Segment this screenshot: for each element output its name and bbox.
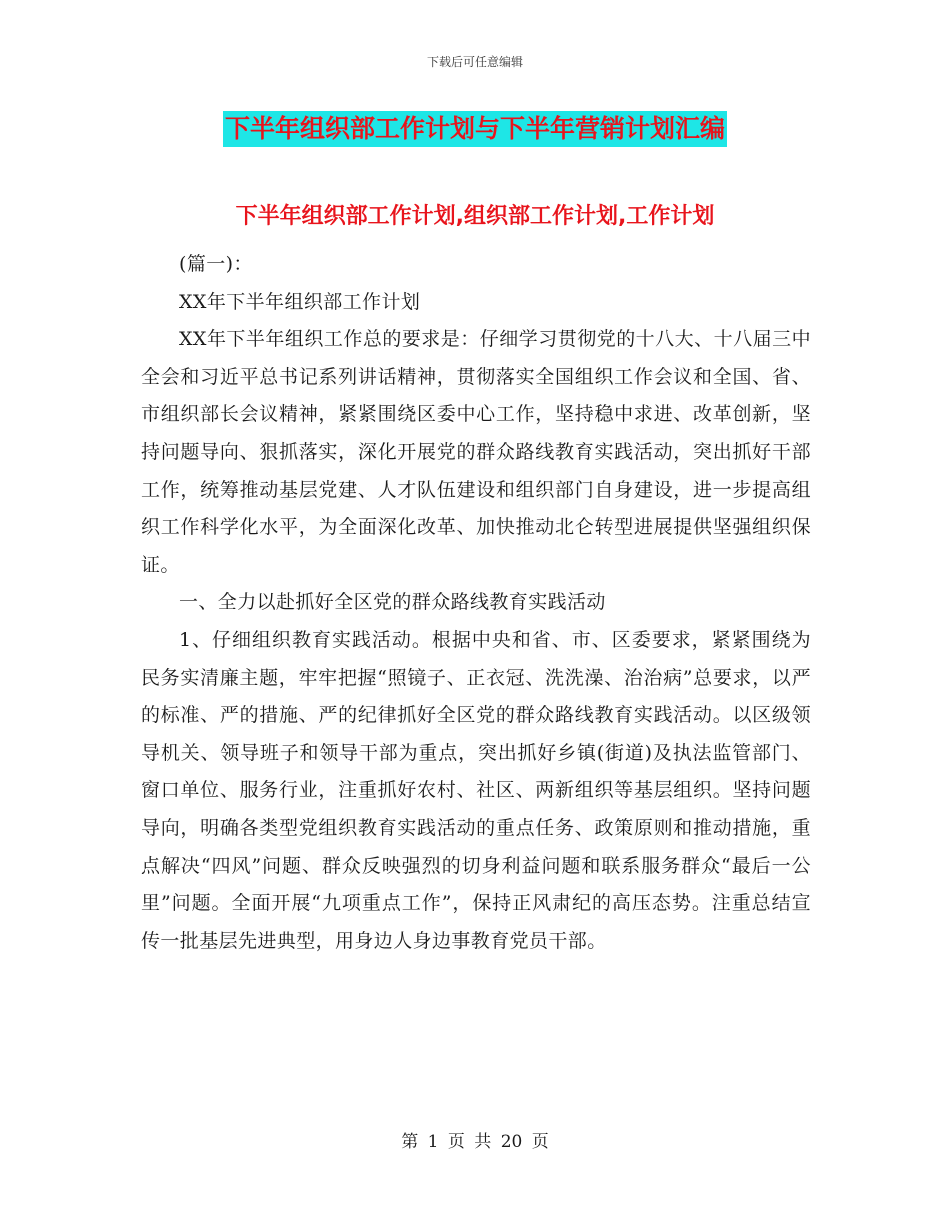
document-title: 下半年组织部工作计划与下半年营销计划汇编 — [223, 111, 727, 147]
page-footer: 第 1 页 共 20 页 — [401, 1132, 549, 1152]
paragraph-part-label: (篇一)： — [179, 253, 253, 275]
paragraph-overall-requirements: XX年下半年组织工作总的要求是：仔细学习贯彻党的十八大、十八届三中全会和习近平总书记系列讲话精神，贯彻落实全国组织工作会议和全国、省、市组织部长会议精神，紧紧围绕区委中心工作，坚持稳中求进、改革创新，坚持问题导向、狠抓落实，深化开展党的群众路线教育实践活动，突出抓好干部工作，统筹推动基层党建、人才队伍建设和组织部门自身建设，进一步提高组织工作科学化水平，为全面深化改革、加快推动北仑转型进展提供坚强组织保证。 — [141, 328, 811, 576]
title-block — [0, 111, 950, 147]
document-body — [141, 246, 811, 960]
paragraph-section-one-heading: 一、全力以赴抓好全区党的群众路线教育实践活动 — [179, 591, 606, 614]
section-title: 下半年组织部工作计划,组织部工作计划,工作计划 — [235, 204, 715, 229]
header-note: 下载后可任意编辑 — [426, 55, 523, 69]
paragraph-plan-heading: XX年下半年组织部工作计划 — [179, 290, 421, 313]
paragraph-item-one: 1、仔细组织教育实践活动。根据中央和省、市、区委要求，紧紧围绕为民务实清廉主题，牢牢把握“照镜子、正衣冠、洗洗澡、治治病”总要求，以严的标准、严的措施、严的纪律抓好全区党的群众路线教育实践活动。以区级领导机关、领导班子和领导干部为重点，突出抓好乡镇(街道)及执法监管部门、窗口单位、服务行业，注重抓好农村、社区、两新组织等基层组织。坚持问题导向，明确各类型党组织教育实践活动的重点任务、政策原则和推动措施，重点解决“四风”问题、群众反映强烈的切身利益问题和联系服务群众“最后一公里”问题。全面开展“九项重点工作”，保持正风肃纪的高压态势。注重总结宣传一批基层先进典型，用身边人身边事教育党员干部。 — [141, 628, 811, 952]
